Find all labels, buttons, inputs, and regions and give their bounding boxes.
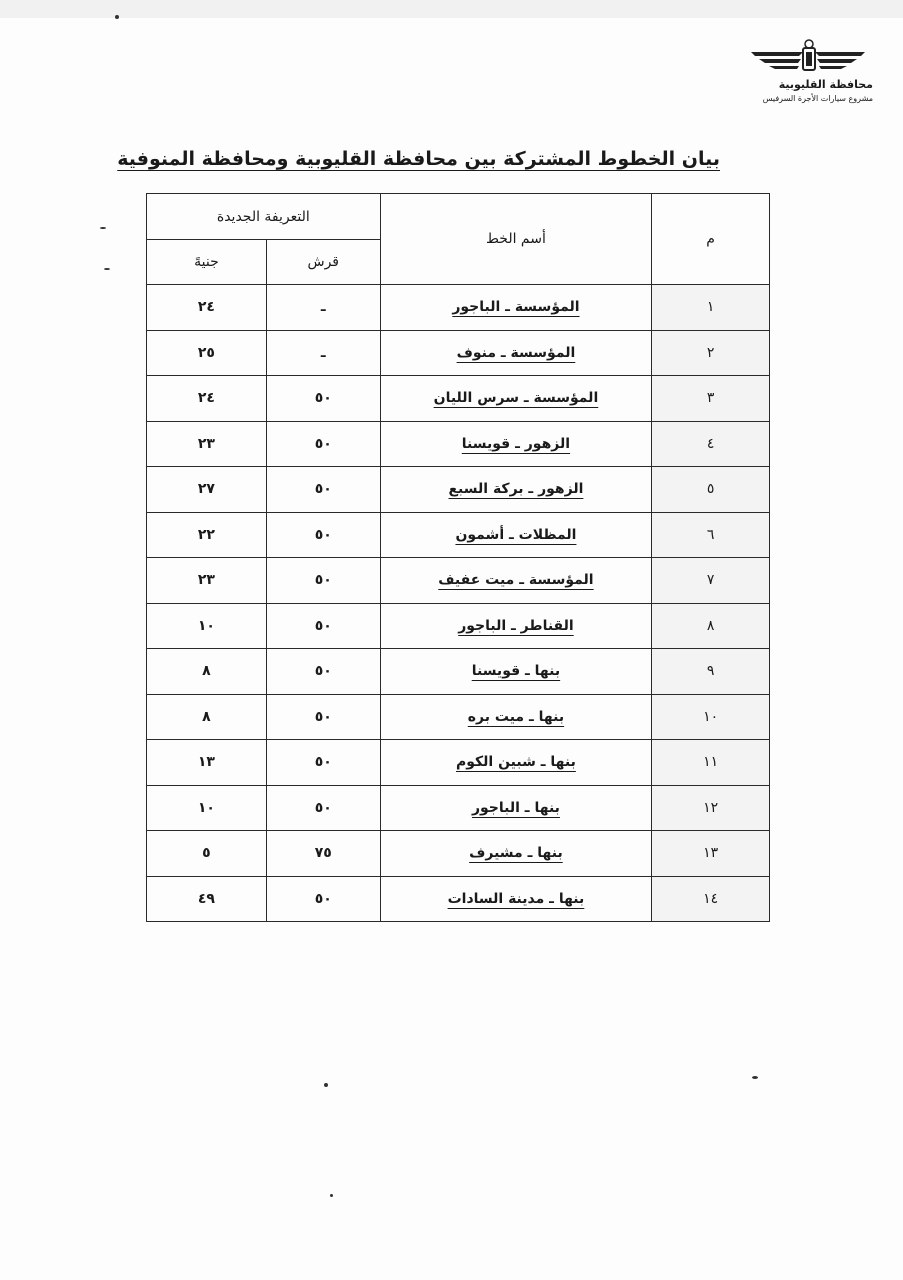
table-row — [147, 558, 770, 604]
line-name — [380, 330, 652, 376]
scan-speck — [330, 1194, 333, 1197]
line-name — [380, 831, 652, 877]
table-row — [147, 603, 770, 649]
fare-pound: ٢٣ — [147, 558, 267, 604]
row-number: ٤ — [652, 421, 770, 467]
fare-pound: ٥ — [147, 831, 267, 877]
scan-speck — [752, 1076, 758, 1079]
row-number: ١ — [652, 285, 770, 331]
fare-pound: ١٣ — [147, 740, 267, 786]
row-number: ٩ — [652, 649, 770, 695]
table-row — [147, 649, 770, 695]
row-number: ١٢ — [652, 785, 770, 831]
fare-pound: ٤٩ — [147, 876, 267, 922]
line-name-text: القناطر ـ الباجور — [458, 617, 574, 634]
table-body — [147, 285, 770, 922]
scan-speck — [324, 1083, 328, 1087]
org-project: مشروع سيارات الأجرة السرفيس — [762, 94, 873, 103]
line-name-text: المؤسسة ـ ميت عفيف — [438, 572, 594, 589]
fare-pound: ٢٣ — [147, 421, 267, 467]
line-name-text: بنها ـ مدينة السادات — [447, 890, 585, 907]
fare-qirsh: ـ — [266, 330, 380, 376]
line-name — [380, 876, 652, 922]
table-row — [147, 467, 770, 513]
line-name — [380, 785, 652, 831]
fare-qirsh: ٥٠ — [266, 421, 380, 467]
fares-table — [146, 193, 770, 922]
row-number: ١٤ — [652, 876, 770, 922]
line-name-text: بنها ـ مشيرف — [469, 845, 563, 862]
column-header-new-fare: التعريفة الجديدة — [147, 194, 381, 240]
fare-qirsh: ٥٠ — [266, 876, 380, 922]
column-header-qirsh: قرش — [266, 240, 380, 285]
fare-pound: ٨ — [147, 649, 267, 695]
fare-pound: ٢٤ — [147, 285, 267, 331]
line-name — [380, 740, 652, 786]
line-name-text: المؤسسة ـ منوف — [456, 344, 576, 361]
row-number: ١١ — [652, 740, 770, 786]
fare-qirsh: ٥٠ — [266, 740, 380, 786]
table-header-row — [147, 194, 770, 240]
fare-qirsh: ٥٠ — [266, 694, 380, 740]
table-row — [147, 694, 770, 740]
line-name-text: بنها ـ ميت بره — [467, 708, 565, 725]
line-name-text: بنها ـ الباجور — [471, 799, 560, 816]
wings-emblem-icon — [743, 38, 873, 80]
table-row — [147, 831, 770, 877]
table-row — [147, 512, 770, 558]
line-name — [380, 558, 652, 604]
row-number: ٢ — [652, 330, 770, 376]
fare-pound: ١٠ — [147, 603, 267, 649]
row-number: ٣ — [652, 376, 770, 422]
fare-qirsh: ـ — [266, 285, 380, 331]
fare-pound: ١٠ — [147, 785, 267, 831]
line-name-text: المؤسسة ـ سرس الليان — [433, 390, 599, 407]
org-name: محافظة القليوبية — [778, 78, 873, 91]
fare-qirsh: ٥٠ — [266, 558, 380, 604]
page-title: بيان الخطوط المشتركة بين محافظة القليوبية ومحافظة المنوفية — [117, 148, 720, 170]
fare-qirsh: ٥٠ — [266, 603, 380, 649]
line-name — [380, 421, 652, 467]
scan-speck — [100, 227, 106, 229]
row-number: ١٣ — [652, 831, 770, 877]
line-name-text: المظلات ـ أشمون — [455, 526, 577, 543]
row-number: ٦ — [652, 512, 770, 558]
line-name-text: المؤسسة ـ الباجور — [452, 299, 580, 316]
column-header-number: م — [652, 194, 770, 285]
fare-pound: ٢٥ — [147, 330, 267, 376]
column-header-line-name: أسم الخط — [380, 194, 652, 285]
line-name-text: الزهور ـ بركة السبع — [448, 481, 584, 498]
fare-qirsh: ٥٠ — [266, 376, 380, 422]
row-number: ٥ — [652, 467, 770, 513]
line-name-text: بنها ـ شبين الكوم — [455, 754, 576, 771]
line-name — [380, 376, 652, 422]
scan-speck — [115, 15, 119, 19]
scan-speck — [104, 268, 110, 270]
table-row — [147, 421, 770, 467]
line-name — [380, 467, 652, 513]
column-header-pound: جنيهً — [147, 240, 267, 285]
fare-qirsh: ٥٠ — [266, 649, 380, 695]
fare-qirsh: ٥٠ — [266, 467, 380, 513]
table-row — [147, 330, 770, 376]
fare-pound: ٢٤ — [147, 376, 267, 422]
line-name — [380, 512, 652, 558]
fare-qirsh: ٥٠ — [266, 512, 380, 558]
table-row — [147, 785, 770, 831]
table-row — [147, 285, 770, 331]
fare-pound: ٨ — [147, 694, 267, 740]
governorate-logo — [728, 38, 873, 108]
table-row — [147, 376, 770, 422]
paper-edge — [0, 0, 903, 18]
row-number: ٨ — [652, 603, 770, 649]
line-name — [380, 649, 652, 695]
line-name — [380, 694, 652, 740]
table-row — [147, 740, 770, 786]
fare-pound: ٢٧ — [147, 467, 267, 513]
fare-pound: ٢٢ — [147, 512, 267, 558]
row-number: ٧ — [652, 558, 770, 604]
line-name — [380, 603, 652, 649]
line-name — [380, 285, 652, 331]
line-name-text: الزهور ـ قويسنا — [461, 435, 571, 452]
fare-qirsh: ٥٠ — [266, 785, 380, 831]
line-name-text: بنها ـ قويسنا — [471, 663, 561, 680]
row-number: ١٠ — [652, 694, 770, 740]
fare-qirsh: ٧٥ — [266, 831, 380, 877]
table-row — [147, 876, 770, 922]
